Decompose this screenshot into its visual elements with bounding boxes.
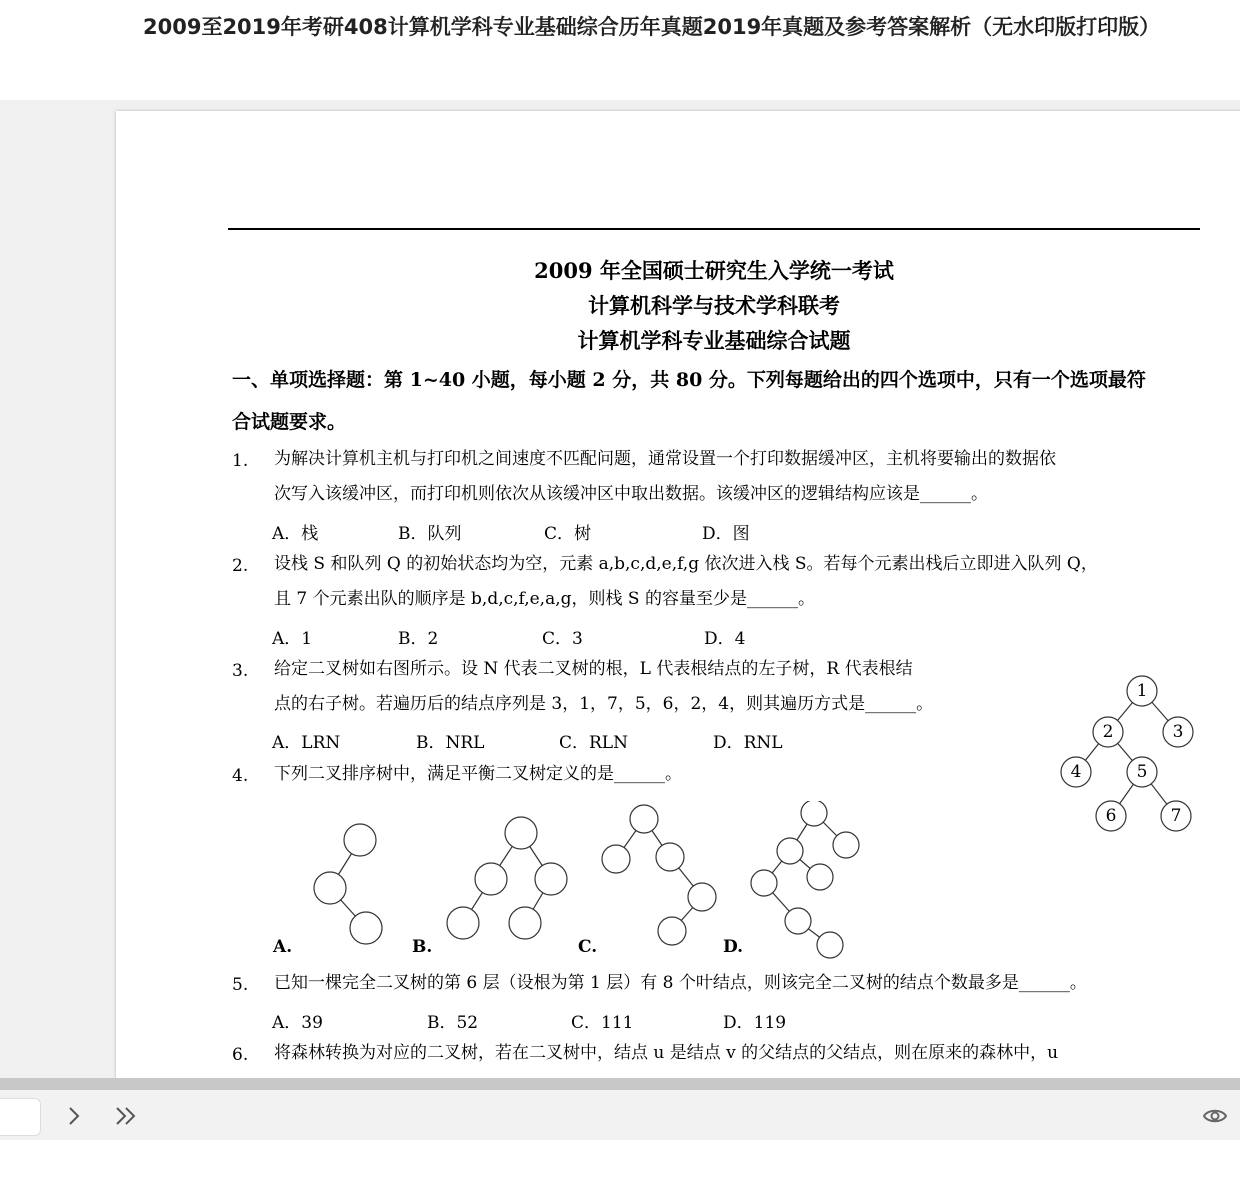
option: C．RLN — [559, 733, 628, 753]
question-5-line-1: 已知一棵完全二叉树的第 6 层（设根为第 1 层）有 8 个叶结点，则该完全二叉树的结点个数最多是______。 — [274, 973, 1087, 993]
tree-option-a — [306, 818, 396, 948]
option: D．119 — [723, 1013, 787, 1033]
tree-node — [1163, 717, 1193, 747]
horizontal-scrollbar[interactable] — [0, 1078, 1240, 1090]
question-number: 3. — [232, 661, 249, 681]
question-1-line-1: 为解决计算机主机与打印机之间速度不匹配问题，通常设置一个打印数据缓冲区，主机将要输出的数据依 — [274, 449, 1056, 469]
option: D．图 — [702, 524, 750, 544]
last-page-button[interactable] — [108, 1098, 144, 1134]
tree-node — [1096, 801, 1126, 831]
question-1-line-2: 次写入该缓冲区，而打印机则依次从该缓冲区中取出数据。该缓冲区的逻辑结构应该是______。 — [274, 484, 988, 504]
option: A．LRN — [272, 733, 341, 753]
question-4-line-1: 下列二叉排序树中，满足平衡二叉树定义的是______。 — [274, 764, 682, 784]
tree-label-d: D. — [723, 937, 744, 957]
svg-text:1: 1 — [1136, 681, 1148, 701]
question-2-line-1: 设栈 S 和队列 Q 的初始状态均为空，元素 a,b,c,d,e,f,g 依次进入栈 S。若每个元素出栈后立即进入队列 Q， — [274, 554, 1098, 574]
page-number-input[interactable] — [0, 1098, 41, 1136]
option: A．1 — [272, 629, 313, 649]
view-toggle-button[interactable] — [1202, 1104, 1228, 1128]
svg-text:7: 7 — [1170, 806, 1182, 826]
document-viewer[interactable] — [0, 100, 1240, 1078]
document-title: 2009至2019年考研408计算机学科专业基础综合历年真题2019年真题及参考答案解析（无水印版打印版） — [143, 15, 1161, 39]
question-number: 1. — [232, 451, 249, 471]
pdf-page — [116, 111, 1240, 1078]
option: B．2 — [398, 629, 439, 649]
tree-label-b: B. — [412, 937, 433, 957]
tree-option-c — [598, 801, 728, 951]
eye-icon — [1202, 1104, 1228, 1128]
tree-option-b — [441, 813, 581, 953]
question-number: 5. — [232, 975, 249, 995]
option: B．NRL — [416, 733, 485, 753]
question-3-options — [272, 728, 783, 753]
question-1-options — [272, 519, 750, 544]
tree-label-a: A. — [273, 937, 293, 957]
section-instruction-line-1: 一、单项选择题：第 1~40 小题，每小题 2 分，共 80 分。下列每题给出的四个选项中，只有一个选项最符 — [232, 369, 1146, 391]
chevron-right-icon — [56, 1098, 92, 1134]
double-chevron-right-icon — [108, 1098, 144, 1134]
svg-text:4: 4 — [1070, 762, 1082, 782]
tree-node — [1093, 717, 1123, 747]
option: A．39 — [272, 1013, 323, 1033]
question-number: 2. — [232, 556, 249, 576]
option: C．树 — [544, 524, 592, 544]
question-number: 4. — [232, 766, 249, 786]
tree-option-d — [744, 801, 874, 961]
svg-text:5: 5 — [1136, 762, 1148, 782]
option: A．栈 — [272, 524, 319, 544]
option: C．111 — [571, 1013, 634, 1033]
question-6-line-1: 将森林转换为对应的二叉树，若在二叉树中，结点 u 是结点 v 的父结点的父结点，则在原来的森林中，u — [274, 1043, 1059, 1063]
option: B．队列 — [398, 524, 462, 544]
svg-text:2: 2 — [1102, 722, 1114, 742]
tree-node — [1161, 801, 1191, 831]
exam-title-line-2: 计算机科学与技术学科联考 — [588, 293, 840, 318]
option: D．RNL — [713, 733, 783, 753]
tree-node — [1127, 676, 1157, 706]
question-2-line-2: 且 7 个元素出队的顺序是 b,d,c,f,e,a,g，则栈 S 的容量至少是______。 — [274, 589, 815, 609]
option: C．3 — [542, 629, 583, 649]
question-2-options — [272, 624, 745, 649]
tree-label-c: C. — [578, 937, 598, 957]
option: D．4 — [704, 629, 746, 649]
viewer-toolbar — [0, 1090, 1240, 1140]
exam-title-line-1: 2009 年全国硕士研究生入学统一考试 — [534, 258, 894, 283]
question-5-options — [272, 1008, 786, 1033]
next-page-button[interactable] — [56, 1098, 92, 1134]
exam-title-line-3: 计算机学科专业基础综合试题 — [577, 328, 851, 353]
svg-text:3: 3 — [1172, 722, 1184, 742]
option: B．52 — [427, 1013, 479, 1033]
section-instruction-line-2: 合试题要求。 — [232, 411, 347, 433]
header-rule — [228, 228, 1200, 230]
question-3-line-1: 给定二叉树如右图所示。设 N 代表二叉树的根，L 代表根结点的左子树，R 代表根结 — [274, 659, 913, 679]
question-number: 6. — [232, 1045, 249, 1065]
question-3-line-2: 点的右子树。若遍历后的结点序列是 3，1，7，5，6，2，4，则其遍历方式是______。 — [274, 694, 934, 714]
svg-text:6: 6 — [1105, 806, 1117, 826]
